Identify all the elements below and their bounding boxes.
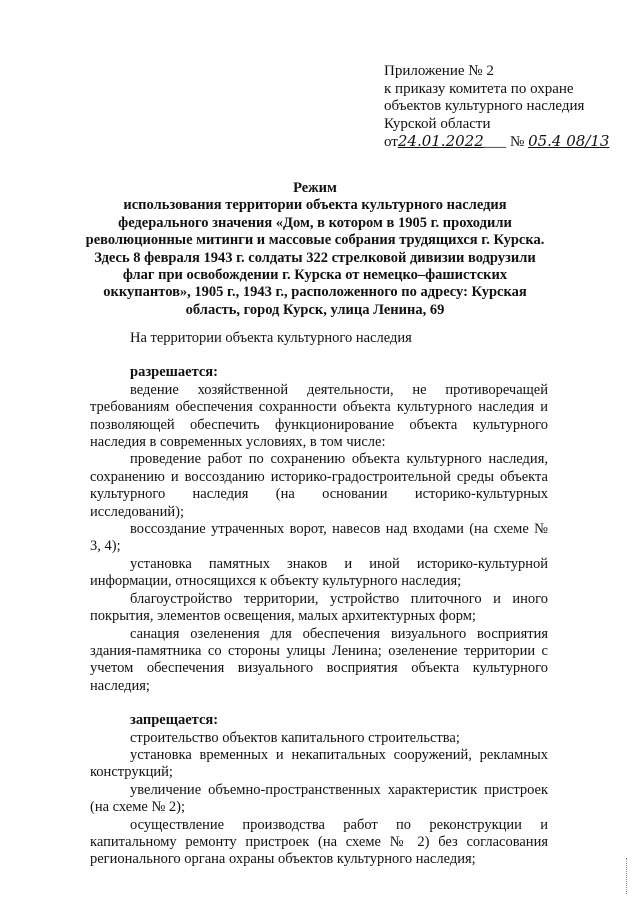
appendix-line-3: объектов культурного наследия — [384, 98, 585, 114]
scan-edge-marks — [626, 858, 631, 894]
title-heading: Режим — [293, 180, 337, 196]
title-subject: использования территории объекта культурного наследия федерального значения «Дом, в котором в 1905 г. проходили революционные митинги и массовые собрания трудящихся г. Курска. Здесь 8 февраля 1943 г. солдаты 322 стрелковой дивизии водрузили флаг при освобождении г. Курска от немецко–фашистских оккупантов», 1905 г., 1943 г., расположенного по адресу: Курская область, город Курск, улица Ленина, 69 — [85, 197, 545, 318]
forbidden-heading: запрещается: — [130, 712, 219, 729]
appendix-block — [384, 63, 609, 152]
allowed-item: установка памятных знаков и иной историко-культурной информации, относящихся к объекту культурного наследия; — [90, 555, 548, 590]
number-prefix: № — [510, 134, 525, 150]
allowed-item: воссоздание утраченных ворот, навесов над входами (на схеме № 3, 4); — [90, 521, 548, 555]
date-underline: ___ — [483, 134, 507, 150]
document-body — [90, 330, 548, 869]
appendix-line-1: Приложение № 2 — [384, 63, 494, 79]
allowed-item: санация озеленения для обеспечения визуального восприятия здания-памятника со стороны улицы Ленина; озеленение территории с учетом обеспечения визуального восприятия объекта культурного наследия; — [90, 625, 548, 694]
intro-text: На территории объекта культурного наследия — [130, 330, 412, 346]
allowed-heading: разрешается: — [130, 364, 218, 381]
allowed-item: проведение работ по сохранению объекта культурного наследия, сохранению и воссозданию историко-градостроительной среды объекта культурного наследия (на основании историко-культурных исследований); — [90, 451, 548, 520]
section-gap — [90, 695, 548, 712]
appendix-line-4: Курской области — [384, 115, 491, 132]
number-value: 05.4 08/13 — [528, 132, 610, 150]
date-prefix: от — [384, 134, 398, 150]
appendix-date-line — [384, 133, 609, 152]
allowed-item: ведение хозяйственной деятельности, не противоречащей требованиям обеспечения сохранности объекта культурного наследия и позволяющей обеспечить функционирование объекта культурного наследия в современных условиях, в том числе: — [90, 381, 548, 451]
forbidden-item: увеличение объемно-пространственных характеристик пристроек (на схеме № 2); — [90, 781, 548, 816]
document-title — [80, 180, 550, 319]
forbidden-item: строительство объектов капитального строительства; — [130, 729, 460, 746]
forbidden-item: установка временных и некапитальных сооружений, рекламных конструкций; — [90, 746, 548, 781]
appendix-line-2: к приказу комитета по охране — [384, 80, 574, 97]
allowed-item: благоустройство территории, устройство плиточного и иного покрытия, элементов освещения, малых архитектурных форм; — [90, 590, 548, 625]
forbidden-item: осуществление производства работ по реконструкции и капитальному ремонту пристроек (на схеме № 2) без согласования регионального органа охраны объектов культурного наследия; — [90, 816, 548, 868]
date-value: 24.01.2022 — [397, 132, 484, 150]
